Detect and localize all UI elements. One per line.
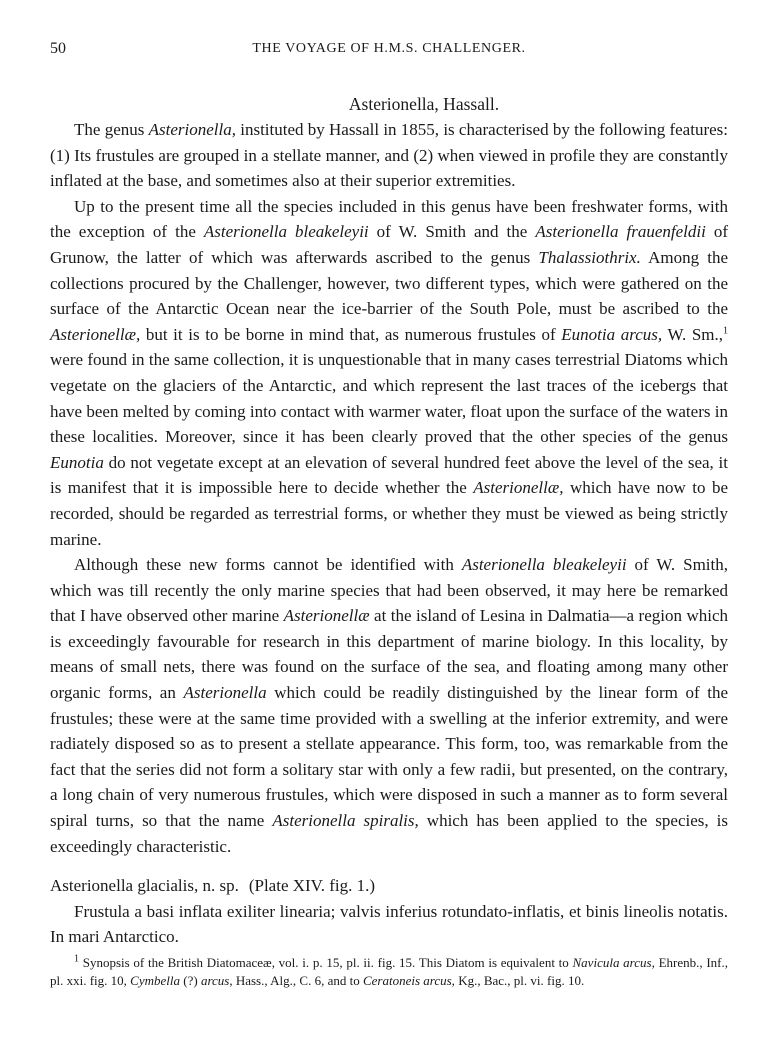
species-name: Asterionella glacialis, n. sp. bbox=[50, 876, 239, 896]
footnote-mark: 1 bbox=[74, 953, 79, 965]
footnote: $^1$ Synopsis of the British Diatomaceæ, vol. i. p. 15, pl. ii. fig. 15. This Diatom is equivalent to Navicula arcus, Ehrenb., Inf., pl. xxi. fig. 10, Cymbella (?) arcus, Hass., Alg., C. 6, and to Ceratoneis arcus, Kg., Bac., pl. vi. fig. 10. bbox=[50, 953, 729, 988]
paragraph-species-history: Up to the present time all the species included in this genus have been freshwater forms, with the exception of the Asterionella bleakeleyii of W. Smith and the Asterionella frauenfeldii of Grunow, the latter of which was afterwards ascribed to the genus Thalassiothrix. Among the collections procured by the Challenger, however, two different types, which were gathered on the surface of the Antarctic Ocean near the ice-barrier of the South Pole, must be ascribed to the Asterionellæ, but it is to be borne in mind that, as numerous frustules of Eunotia arcus, W. Sm.,$^1$ were found in the same collection, it is unquestionable that in many cases terrestrial Diatoms which vegetate on the glaciers of the Antarctic, and which represent the last traces of the icebergs that have been melted by coming into contact with warmer water, float upon the surface of the waters in these localities. Moreover, since it has been clearly proved that the other species of the genus Eunotia do not vegetate except at an elevation of several hundred feet above the level of the sea, it is manifest that it is impossible here to decide whether the Asterionellæ, which have now to be recorded, should be regarded as terrestrial forms, or whether they must be viewed as being strictly marine. bbox=[50, 196, 729, 549]
section-title: Asterionella, Hassall. bbox=[348, 94, 500, 114]
species-heading bbox=[50, 873, 728, 899]
plate-reference: (Plate XIV. fig. 1.) bbox=[248, 876, 376, 896]
page bbox=[50, 40, 728, 989]
footnote-reference[interactable]: 1 bbox=[723, 325, 728, 337]
paragraph-lesina-observation: Although these new forms cannot be identified with Asterionella bleakeleyii of W. Smith, which was till recently the only marine species that had been observed, it may here be remarked that I have observed other marine Asterionellæ at the island of Lesina in Dalmatia—a region which is exceedingly favourable for research in this department of marine biology. In this locality, by means of small nets, there was found on the surface of the sea, and floating among many other organic forms, an Asterionella which could be readily distinguished by the linear form of the frustules; these were at the same time provided with a swelling at the inferior extremity, and were radiately disposed so as to present a stellate appearance. This form, too, was remarkable from the fact that the series did not form a solitary star with only a few radii, but presented, on the contrary, a long chain of very numerous frustules, which were disposed in such a manner as to form several spiral turns, so that the name Asterionella spiralis, which has been applied to the species, is exceedingly characteristic. bbox=[50, 555, 728, 856]
page-number: 50 bbox=[50, 40, 66, 57]
paragraph-genus-definition: The genus Asterionella, instituted by Hassall in 1855, is characterised by the following features: (1) Its frustules are grouped in a stellate manner, and (2) when viewed in profile they are constantly inflated at the base, and sometimes also at their superior extremities. bbox=[50, 120, 728, 191]
page-header bbox=[50, 40, 728, 64]
running-head: THE VOYAGE OF H.M.S. CHALLENGER. bbox=[252, 41, 526, 56]
species-description: Frustula a basi inflata exiliter linearia; valvis inferius rotundato-inflatis, et binis lineolis notatis. In mari Antarctico. bbox=[50, 901, 728, 947]
